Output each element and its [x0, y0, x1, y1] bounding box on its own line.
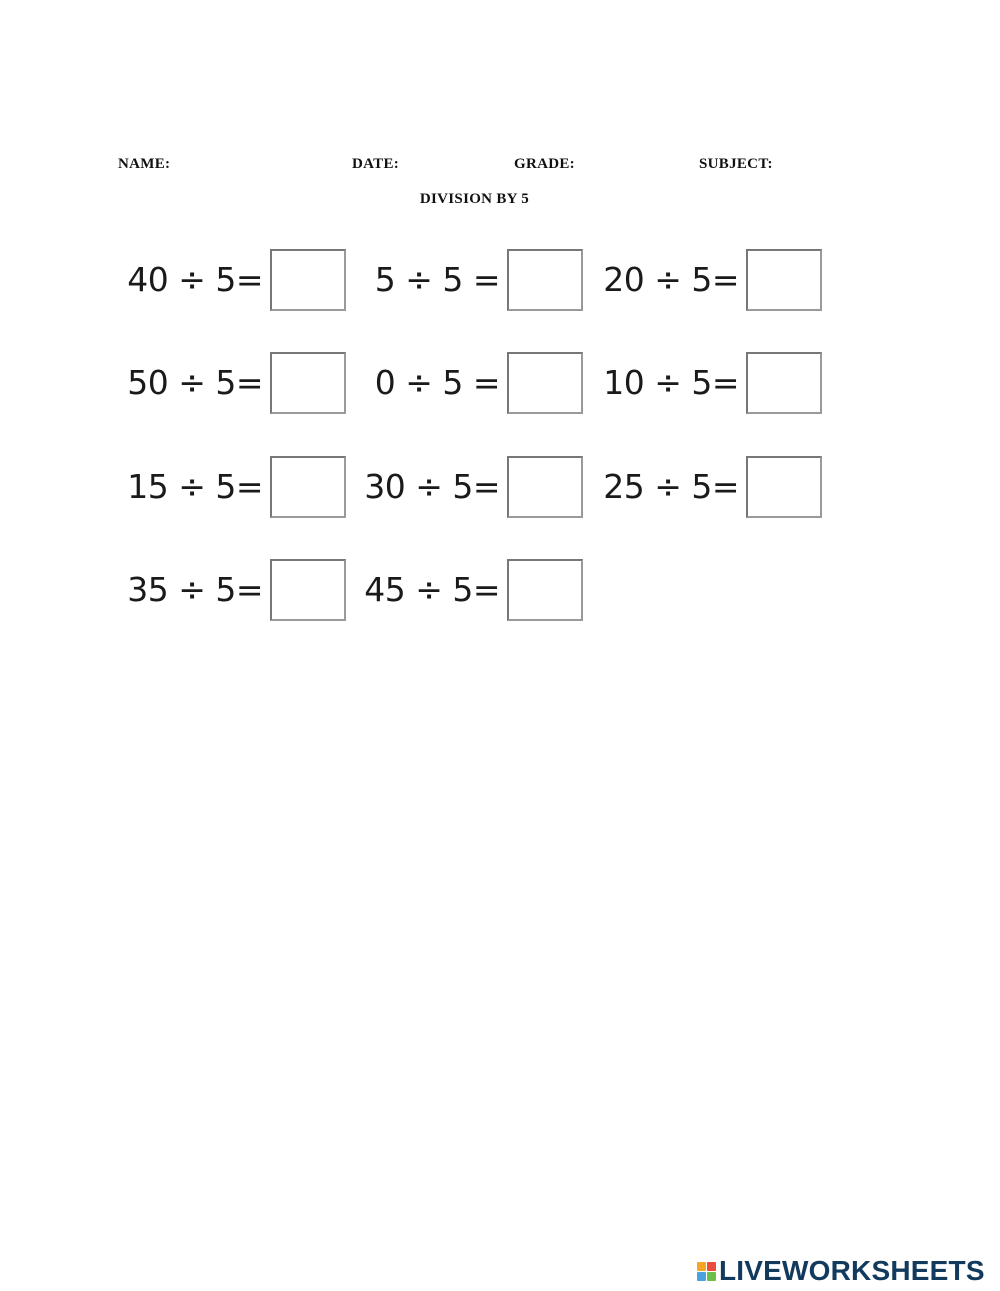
answer-box[interactable] [507, 456, 583, 518]
problem-item [364, 456, 583, 518]
problem-item [364, 559, 583, 621]
problem-item [127, 559, 346, 621]
answer-box[interactable] [270, 249, 346, 311]
logo-blocks-icon [697, 1262, 716, 1281]
grade-label: GRADE: [514, 156, 575, 172]
logo-block [707, 1262, 716, 1271]
answer-box[interactable] [746, 249, 822, 311]
problem-equation: 5 ÷ 5 = [374, 260, 500, 299]
answer-box[interactable] [270, 456, 346, 518]
answer-box[interactable] [746, 456, 822, 518]
problem-item [127, 352, 346, 414]
problem-equation: 30 ÷ 5= [364, 467, 500, 506]
answer-box[interactable] [507, 352, 583, 414]
problem-item [374, 249, 583, 311]
problem-equation: 20 ÷ 5= [603, 260, 739, 299]
problem-equation: 15 ÷ 5= [127, 467, 263, 506]
worksheet-title: DIVISION BY 5 [419, 191, 530, 207]
problem-equation: 40 ÷ 5= [127, 260, 263, 299]
name-label: NAME: [118, 156, 171, 172]
answer-box[interactable] [507, 559, 583, 621]
date-label: DATE: [352, 156, 400, 172]
problem-item [603, 456, 822, 518]
problem-equation: 45 ÷ 5= [364, 570, 500, 609]
answer-box[interactable] [746, 352, 822, 414]
answer-box[interactable] [270, 559, 346, 621]
problem-item [603, 249, 822, 311]
logo-block [707, 1272, 716, 1281]
logo-text: LIVEWORKSHEETS [719, 1255, 985, 1286]
problem-item [603, 352, 822, 414]
logo-block [697, 1272, 706, 1281]
logo-block [697, 1262, 706, 1271]
problem-equation: 35 ÷ 5= [127, 570, 263, 609]
problem-equation: 25 ÷ 5= [603, 467, 739, 506]
problem-item [127, 249, 346, 311]
subject-label: SUBJECT: [699, 156, 773, 172]
liveworksheets-logo [697, 1256, 985, 1286]
problem-item [374, 352, 583, 414]
problem-item [127, 456, 346, 518]
problem-equation: 10 ÷ 5= [603, 363, 739, 402]
problem-equation: 50 ÷ 5= [127, 363, 263, 402]
answer-box[interactable] [507, 249, 583, 311]
problem-equation: 0 ÷ 5 = [374, 363, 500, 402]
answer-box[interactable] [270, 352, 346, 414]
